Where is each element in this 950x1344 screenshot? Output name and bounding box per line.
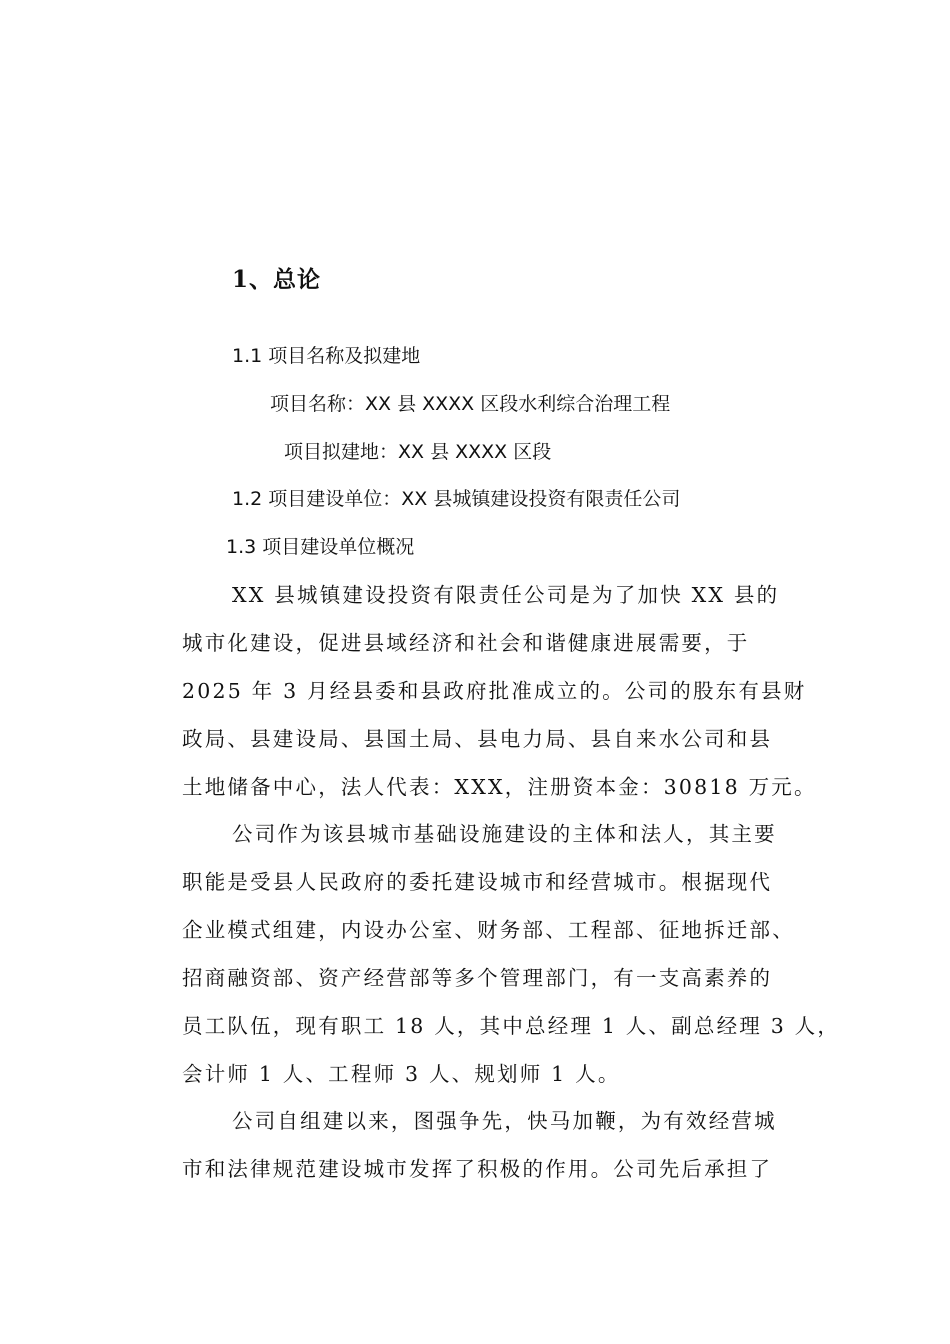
subsection-1-1-title: 1.1 项目名称及拟建地 [232, 345, 421, 367]
paragraph-1-line-1: XX 县城镇建设投资有限责任公司是为了加快 XX 县的 [232, 583, 780, 607]
paragraph-2-line-6: 会计师 1 人、工程师 3 人、规划师 1 人。 [182, 1062, 621, 1086]
paragraph-3-line-2: 市和法律规范建设城市发挥了积极的作用。公司先后承担了 [182, 1157, 773, 1181]
subsection-1-3-title: 1.3 项目建设单位概况 [226, 536, 415, 558]
paragraph-1-line-5: 土地储备中心，法人代表：XXX，注册资本金：30818 万元。 [182, 775, 817, 799]
project-name-line: 项目名称：XX 县 XXXX 区段水利综合治理工程 [270, 393, 671, 415]
paragraph-1-line-4: 政局、县建设局、县国土局、县电力局、县自来水公司和县 [182, 727, 773, 751]
paragraph-3-line-1: 公司自组建以来，图强争先，快马加鞭，为有效经营城 [232, 1109, 777, 1133]
subsection-1-2-title: 1.2 项目建设单位：XX 县城镇建设投资有限责任公司 [232, 488, 681, 510]
section-heading-general: 1、总论 [232, 266, 322, 293]
paragraph-1-line-3: 2025 年 3 月经县委和县政府批准成立的。公司的股东有县财 [182, 679, 807, 703]
paragraph-2-line-4: 招商融资部、资产经营部等多个管理部门，有一支高素养的 [182, 966, 773, 990]
paragraph-2-line-1: 公司作为该县城市基础设施建设的主体和法人，其主要 [232, 822, 777, 846]
paragraph-2-line-3: 企业模式组建，内设办公室、财务部、工程部、征地拆迁部、 [182, 918, 795, 942]
project-site-line: 项目拟建地：XX 县 XXXX 区段 [284, 441, 552, 463]
paragraph-1-line-2: 城市化建设，促进县域经济和社会和谐健康进展需要，于 [182, 631, 750, 655]
paragraph-2-line-5: 员工队伍，现有职工 18 人，其中总经理 1 人、副总经理 3 人， [182, 1014, 841, 1038]
paragraph-2-line-2: 职能是受县人民政府的委托建设城市和经营城市。根据现代 [182, 870, 773, 894]
